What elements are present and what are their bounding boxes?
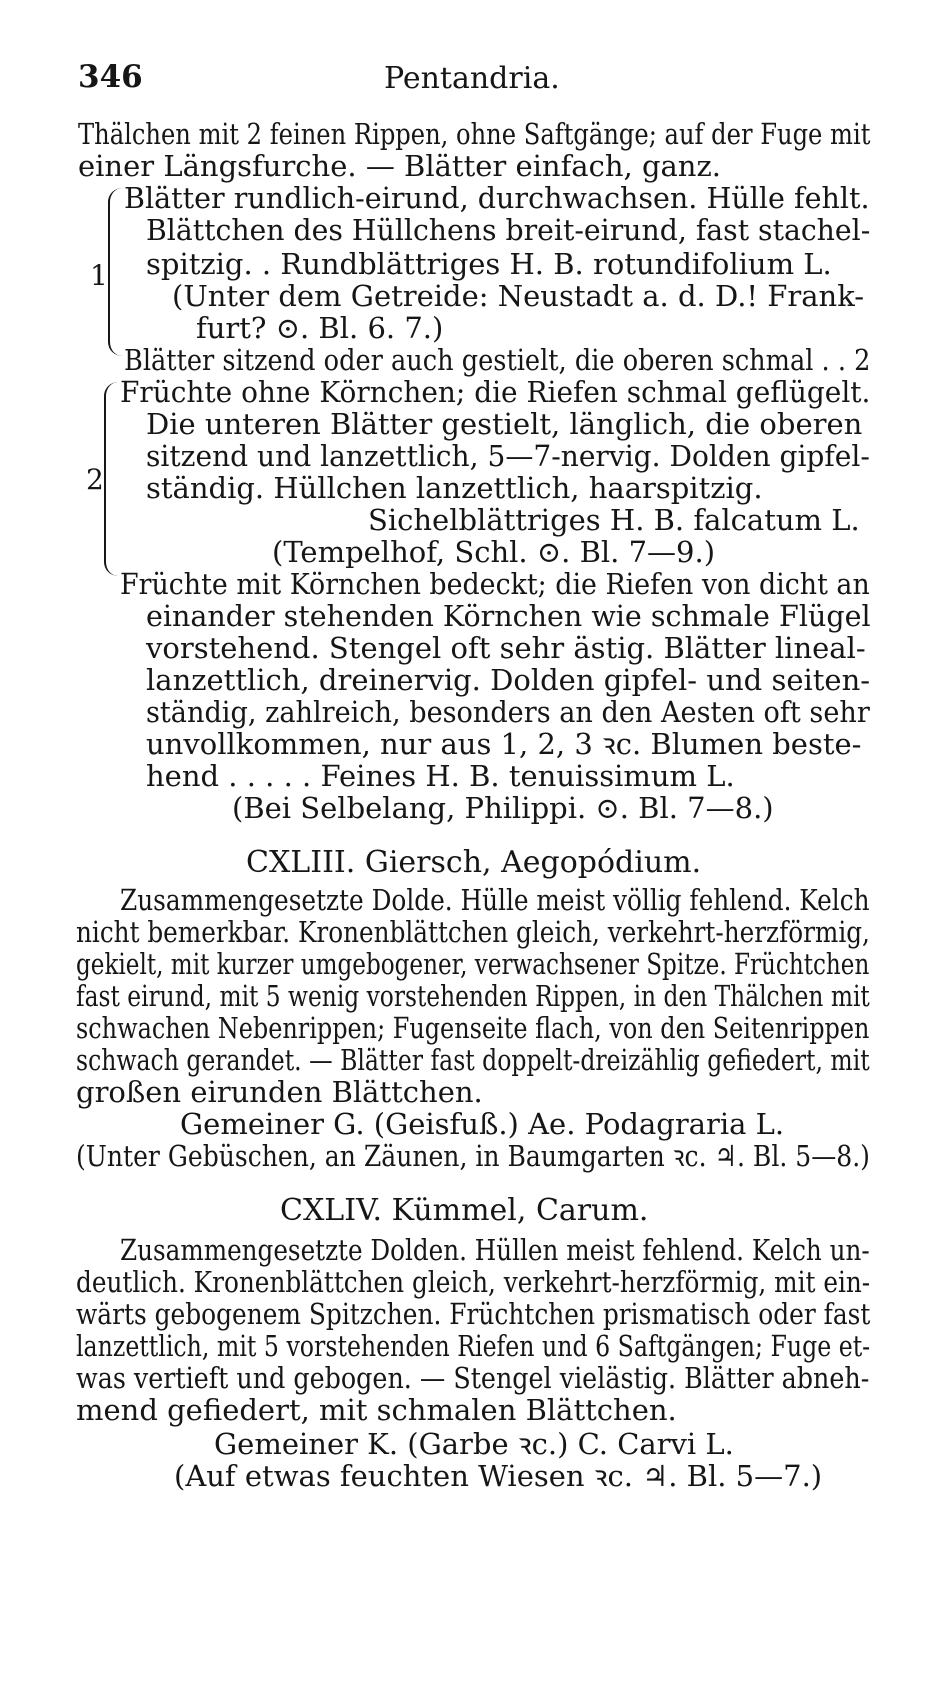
species-line: Gemeiner K. (Garbe ꝛc.) C. Carvi L. — [214, 1427, 734, 1461]
key-number-2: 2 — [86, 463, 104, 496]
key-line: (Tempelhof, Schl. ⊙. Bl. 7—9.) — [272, 535, 716, 569]
key-line: vorstehend. Stengel oft sehr ästig. Blätter lineal- — [146, 631, 866, 665]
text-line: einer Längsfurche. — Blätter einfach, ganz. — [78, 149, 721, 183]
key-line: Blätter rundlich-eirund, durchwachsen. Hülle fehlt. — [124, 181, 870, 215]
body-line: nicht bemerkbar. Kronenblättchen gleich, verkehrt-herzförmig, — [76, 915, 870, 949]
key-brace-1 — [108, 188, 124, 356]
page-number: 346 — [78, 59, 143, 95]
running-title: Pentandria. — [384, 61, 560, 96]
key-line: Blätter sitzend oder auch gestielt, die oberen schmal . . 2 — [124, 343, 871, 377]
key-line: spitzig. . Rundblättriges H. B. rotundifolium L. — [146, 247, 832, 281]
key-line: Die unteren Blätter gestielt, länglich, die oberen — [146, 407, 863, 441]
key-line: furt? ⊙. Bl. 6. 7.) — [196, 311, 444, 345]
key-line: einander stehenden Körnchen wie schmale Flügel — [146, 599, 871, 633]
body-line: was vertieft und gebogen. — Stengel vielästig. Blätter abneh- — [76, 1361, 870, 1395]
body-line: Zusammengesetzte Dolde. Hülle meist völlig fehlend. Kelch — [120, 883, 870, 917]
key-line: hend . . . . . Feines H. B. tenuissimum L. — [146, 759, 735, 793]
body-line: großen eirunden Blättchen. — [76, 1075, 483, 1109]
body-line: lanzettlich, mit 5 vorstehenden Riefen und 6 Saftgängen; Fuge et- — [76, 1329, 871, 1363]
key-line: ständig. Hüllchen lanzettlich, haarspitzig. — [146, 471, 763, 505]
key-line: Sichelblättriges H. B. falcatum L. — [368, 503, 860, 537]
key-line: Früchte mit Körnchen bedeckt; die Riefen von dicht an — [120, 567, 870, 601]
key-line: Früchte ohne Körnchen; die Riefen schmal geflügelt. — [120, 375, 871, 409]
section-title: CXLIII. Giersch, Aegopódium. — [246, 845, 702, 880]
body-line: schwachen Nebenrippen; Fugenseite flach, von den Seitenrippen — [76, 1011, 870, 1045]
text-line: Thälchen mit 2 feinen Rippen, ohne Saftgänge; auf der Fuge mit — [78, 117, 871, 151]
body-line: fast eirund, mit 5 wenig vorstehenden Rippen, in den Thälchen mit — [76, 979, 870, 1013]
section-title: CXLIV. Kümmel, Carum. — [280, 1193, 649, 1228]
key-line: unvollkommen, nur aus 1, 2, 3 ꝛc. Blumen beste- — [146, 727, 862, 761]
body-line: Zusammengesetzte Dolden. Hüllen meist fehlend. Kelch un- — [120, 1233, 870, 1267]
body-line: wärts gebogenem Spitzchen. Früchtchen prismatisch oder fast — [76, 1297, 871, 1331]
key-brace-2 — [104, 382, 120, 576]
habitat-line: (Auf etwas feuchten Wiesen ꝛc. ♃. Bl. 5—7.) — [174, 1459, 823, 1493]
key-line: (Bei Selbelang, Philippi. ⊙. Bl. 7—8.) — [232, 791, 774, 825]
key-line: sitzend und lanzettlich, 5—7-nervig. Dolden gipfel- — [146, 439, 870, 473]
key-line: Blättchen des Hüllchens breit-eirund, fast stachel- — [146, 213, 871, 247]
species-line: Gemeiner G. (Geisfuß.) Ae. Podagraria L. — [180, 1107, 785, 1141]
key-line: ständig, zahlreich, besonders an den Aesten oft sehr — [146, 695, 870, 729]
body-line: schwach gerandet. — Blätter fast doppelt-dreizählig gefiedert, mit — [76, 1043, 870, 1077]
key-line: (Unter dem Getreide: Neustadt a. d. D.! Frank- — [172, 279, 865, 313]
habitat-line: (Unter Gebüschen, an Zäunen, in Baumgarten ꝛc. ♃. Bl. 5—8.) — [76, 1139, 870, 1173]
key-line: lanzettlich, dreinervig. Dolden gipfel- und seiten- — [146, 663, 871, 697]
key-number-1: 1 — [90, 259, 108, 292]
body-line: mend gefiedert, mit schmalen Blättchen. — [76, 1393, 677, 1427]
body-line: gekielt, mit kurzer umgebogener, verwachsener Spitze. Früchtchen — [76, 947, 870, 981]
body-line: deutlich. Kronenblättchen gleich, verkehrt-herzförmig, mit ein- — [76, 1265, 871, 1299]
